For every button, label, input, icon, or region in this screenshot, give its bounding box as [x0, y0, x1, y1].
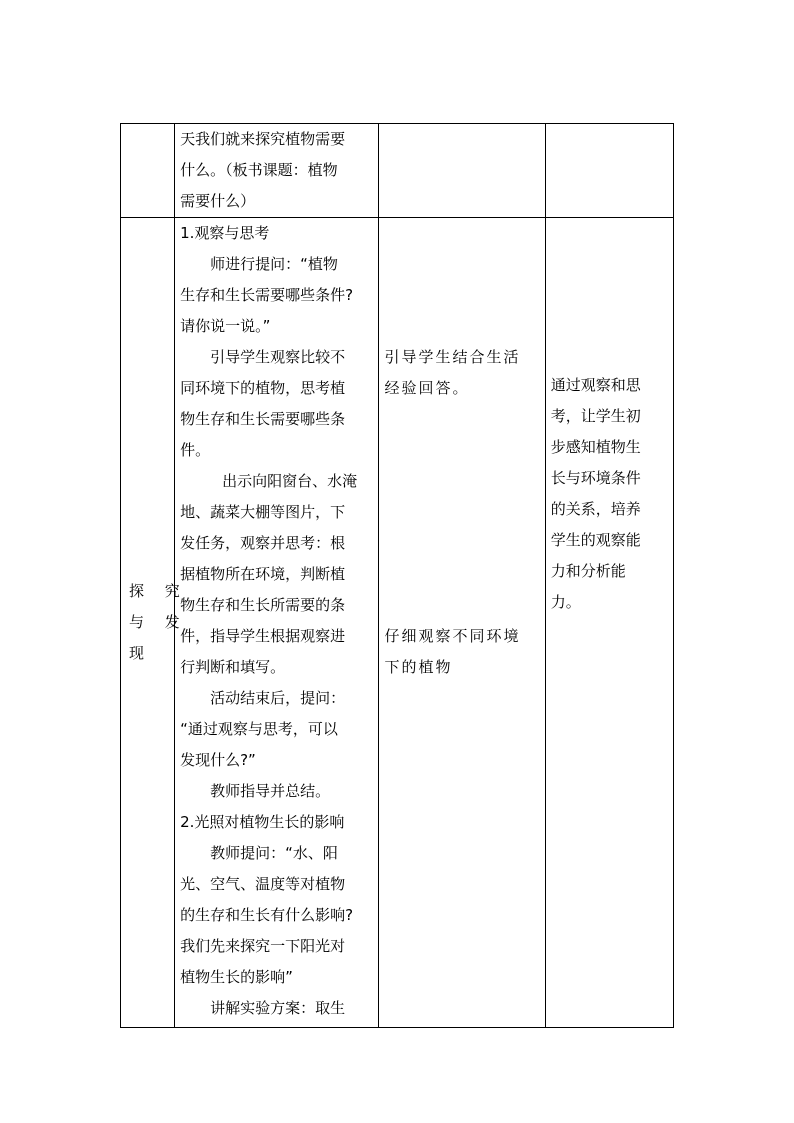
- text-line: 下的植物: [384, 658, 453, 676]
- text-line: 据植物所在环境，判断植: [180, 565, 346, 583]
- text-line: 出示向阳窗台、水淹: [222, 472, 358, 490]
- text-line: 需要什么）: [180, 192, 256, 210]
- text-line: 什么。（板书课题：植物: [180, 161, 338, 179]
- stage-label: 与 发: [129, 613, 188, 631]
- text-line: 力。: [550, 593, 581, 611]
- text-line: 讲解实验方案：取生: [210, 999, 346, 1017]
- table-row: [121, 124, 674, 218]
- text-line: 生存和生长需要哪些条件?: [180, 286, 354, 304]
- text-line: 件，指导学生根据观察进: [180, 627, 346, 645]
- section-title: 1.观察与思考: [180, 224, 270, 242]
- text-line: 仔细观察不同环境: [384, 627, 521, 645]
- text-line: 步感知植物生: [550, 438, 641, 456]
- text-line: 请你说一说。”: [180, 317, 271, 335]
- text-line: 行判断和填写。: [180, 658, 286, 676]
- text-line: 天我们就来探究植物需要: [180, 130, 346, 148]
- spacer: [384, 404, 539, 621]
- text-line: 光、空气、温度等对植物: [180, 875, 346, 893]
- stage-label: 探 究: [129, 582, 188, 600]
- student-activity-cell: [379, 124, 545, 218]
- text-line: 物生存和生长需要哪些条: [180, 410, 346, 428]
- design-intent-cell: [545, 218, 673, 1028]
- text-line: 师进行提问：“植物: [210, 255, 338, 273]
- stage-label: 现: [129, 644, 153, 662]
- table-row: [121, 218, 674, 1028]
- text-line: 的生存和生长有什么影响?: [180, 906, 354, 924]
- teaching-process-cell: [175, 124, 379, 218]
- text-line: 植物生长的影响”: [180, 968, 293, 986]
- design-intent-cell: [545, 124, 673, 218]
- text-line: 教师指导并总结。: [210, 782, 331, 800]
- text-line: 力和分析能: [550, 562, 626, 580]
- text-line: 考，让学生初: [550, 407, 641, 425]
- lesson-plan-table: [120, 123, 674, 1028]
- text-line: 发现什么?”: [180, 751, 256, 769]
- stage-cell: [121, 218, 188, 1028]
- text-line: 通过观察和思: [550, 376, 641, 394]
- student-activity-cell: [379, 218, 545, 1028]
- text-line: 长与环境条件: [550, 469, 641, 487]
- text-line: 经验回答。: [384, 379, 470, 397]
- text-line: 物生存和生长所需要的条: [180, 596, 346, 614]
- text-line: 的关系，培养: [550, 500, 641, 518]
- text-line: 教师提问：“水、阳: [210, 844, 338, 862]
- text-line: 同环境下的植物，思考植: [180, 379, 346, 397]
- text-line: 学生的观察能: [550, 531, 641, 549]
- text-line: 引导学生观察比较不: [210, 348, 346, 366]
- text-line: 地、蔬菜大棚等图片，下: [180, 503, 346, 521]
- spacer: [384, 218, 539, 342]
- text-line: 件。: [180, 441, 211, 459]
- text-line: 发任务，观察并思考：根: [180, 534, 346, 552]
- text-line: 活动结束后，提问：: [210, 689, 346, 707]
- teaching-process-cell: [175, 218, 379, 1028]
- spacer: [551, 218, 668, 370]
- section-title: 2.光照对植物生长的影响: [180, 813, 345, 831]
- text-line: “通过观察与思考，可以: [180, 720, 338, 738]
- text-line: 引导学生结合生活: [384, 348, 521, 366]
- stage-cell: [121, 124, 175, 218]
- text-line: 我们先来探究一下阳光对: [180, 937, 346, 955]
